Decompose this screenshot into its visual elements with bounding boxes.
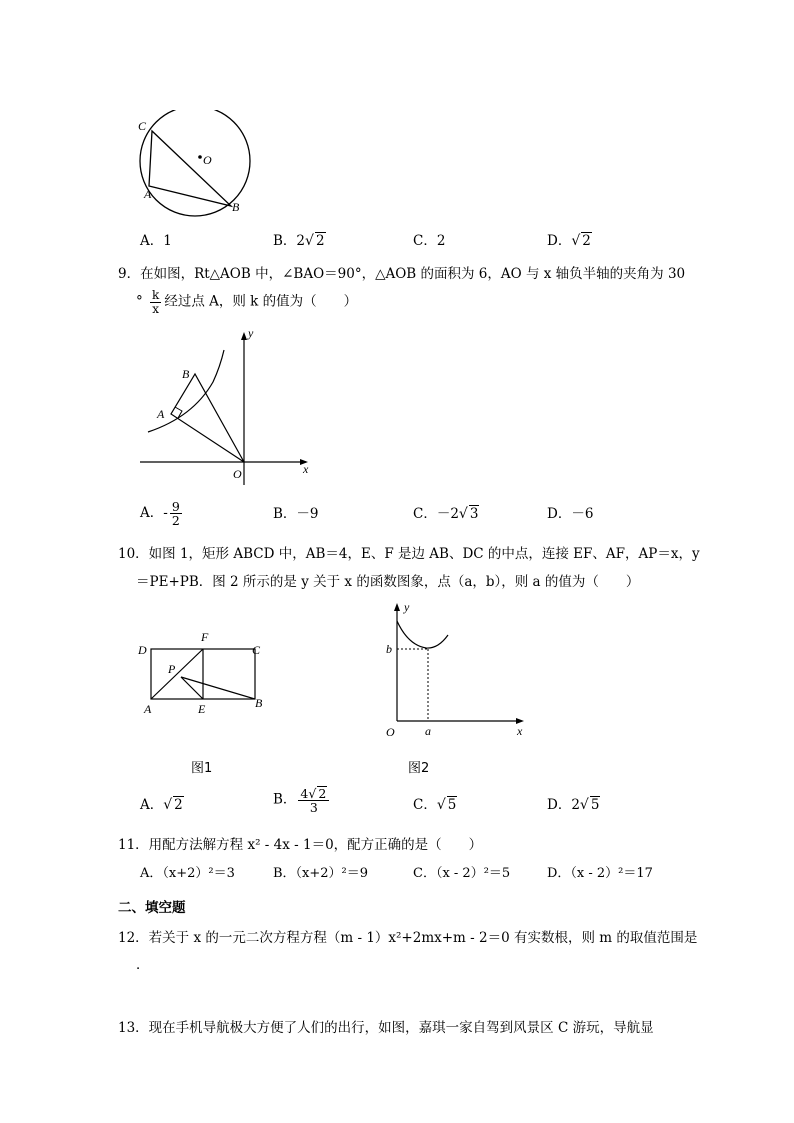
q10-option-d: D．2√ 5 [547,797,600,813]
section-title-fill-blank: 二、填空题 [118,900,186,916]
q10-fig2-label-y: y [404,600,410,614]
q10-stem-line2: ＝PE+PB．图 2 所示的是 y 关于 x 的函数图象，点（a，b），则 a 的值为（ ） [136,574,640,590]
q10-figure2 [380,597,530,745]
q11-option-d: D．（x - 2）²＝17 [547,866,653,881]
q11-option-a: A．（x+2）²＝3 [140,866,235,881]
q11-option-b: B．（x+2）²＝9 [273,866,369,881]
q9-label-B: B [182,367,190,381]
q9-frac-den: x [152,301,160,316]
q9-triangle [171,374,244,462]
q8-option-b: B．2√ 2 [273,233,325,249]
q10-label-D: D [138,643,147,657]
q8-label-O: O [203,153,212,167]
q9-label-A: A [157,407,165,421]
q10-fig2-curve [397,621,448,648]
q12-stem-line2: ． [136,957,150,973]
q10-label-B: B [255,696,263,710]
q13-stem-line1: 13．现在手机导航极大方便了人们的出行，如图，嘉琪一家自驾到风景区 C 游玩，导航显 [118,1020,654,1036]
q8-label-B: B [232,200,240,214]
q8-option-a: A．1 [140,233,172,249]
q8-center-dot [198,155,202,159]
q10-label-E: E [198,702,206,716]
q8-label-A: A [144,187,152,201]
q10-fig2-label-x: x [517,724,523,738]
q11-option-c: C．（x - 2）²＝5 [413,866,511,881]
q8-triangle [149,131,231,206]
q10-option-c: C．√ 5 [413,797,457,813]
q10-figure1 [135,627,275,722]
q9-option-a: A．- $\frac{9}{2}$ [140,499,180,529]
q9-y-arrow [241,332,247,340]
q10-label-F: F [201,630,209,644]
q10-fig2-y-arrow [394,603,400,611]
q8-circle-figure [130,110,260,220]
q8-label-C: C [138,119,147,133]
q10-label-C: C [252,643,261,657]
q9-option-c: C．－2√ 3 [413,506,479,522]
q9-figure [138,322,318,487]
q10-fig2-label-a: a [425,724,431,738]
q10-fig2-label-b: b [386,642,392,656]
q12-stem-line1: 12．若关于 x 的一元二次方程方程（m - 1）x²+2mx+m - 2＝0 有实数根，则 m 的取值范围是 [118,930,698,946]
q9-frac-num: k [152,288,160,302]
q10-option-a: A．√ 2 [140,797,183,813]
q10-option-b: B． $\frac{4√ 2}{3}$ [273,786,329,814]
q10-fig2-label-O: O [386,725,395,739]
q10-caption-fig1: 图1 [191,761,213,776]
q8-option-d: D．√ 2 [547,233,591,249]
q9-option-d: D．－6 [547,506,594,522]
q9-label-x: x [303,462,309,476]
q10-stem-line1: 10．如图 1，矩形 ABCD 中，AB＝4，E、F 是边 AB、DC 的中点，连接 EF、AF，AP＝x，y [118,546,700,562]
q9-label-y: y [248,326,254,340]
q8-option-c: C．2 [413,233,446,249]
q9-stem-line1: 9．在如图，Rt△AOB 中，∠BAO＝90°，△AOB 的面积为 6，AO 与 x 轴负半轴的夹角为 30 [118,266,686,282]
q10-label-A: A [144,702,152,716]
q10-label-P: P [168,662,176,676]
q11-stem: 11．用配方法解方程 x² - 4x - 1＝0，配方正确的是（ ） [118,837,483,853]
q9-stem-line2: ° $\frac{k}{x}$ 经过点 A，则 k 的值为（ ） [136,288,358,316]
q10-caption-fig2: 图2 [408,761,430,776]
q9-option-b: B．－9 [273,506,319,522]
q9-label-O: O [233,467,242,481]
